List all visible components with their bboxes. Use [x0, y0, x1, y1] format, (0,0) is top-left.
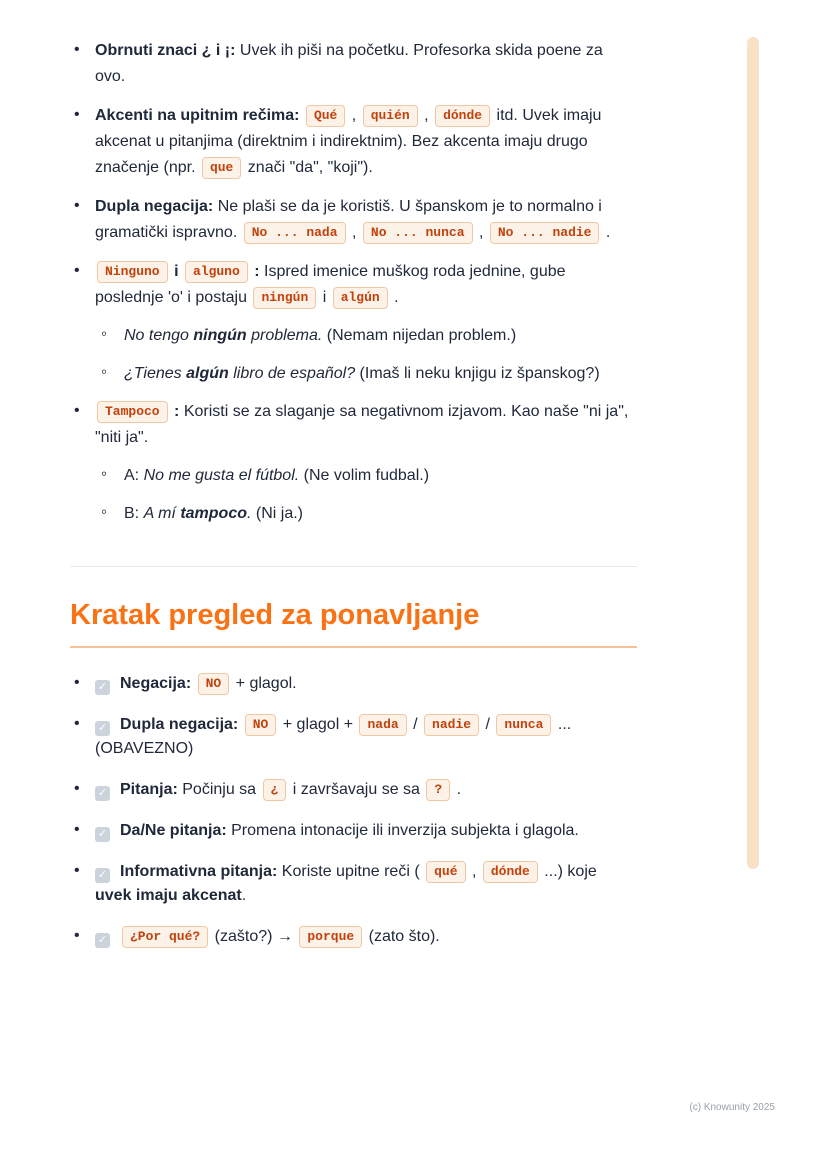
- checklist-item: [70, 672, 637, 696]
- text-segment: ,: [347, 107, 361, 124]
- code-tag: nadie: [424, 714, 479, 736]
- sub-list: [95, 323, 637, 386]
- code-tag: algún: [333, 287, 388, 309]
- code-tag: No ... nada: [244, 222, 346, 244]
- section-divider: [70, 566, 637, 567]
- note-item: [70, 399, 637, 526]
- text-segment: [300, 107, 304, 124]
- checklist-text: [120, 675, 297, 692]
- sub-item: [97, 361, 637, 386]
- text-segment: .: [452, 781, 462, 798]
- code-tag: Tampoco: [97, 401, 168, 423]
- copyright-footer: (c) Knowunity 2025: [689, 1102, 775, 1113]
- checklist-item: [70, 713, 637, 761]
- code-tag: que: [202, 157, 241, 179]
- text-segment: Ispred imenice muškog roda jednine, gube poslednje 'o' i postaju: [95, 263, 566, 306]
- text-segment: (Imaš li neku knjigu iz španskog?): [355, 365, 600, 382]
- text-segment: .: [246, 505, 252, 522]
- code-tag: ningún: [253, 287, 316, 309]
- note-text: [95, 403, 628, 446]
- bullet-icon: •: [74, 780, 80, 797]
- checkbox-checked-icon[interactable]: ✓: [95, 786, 110, 801]
- text-segment: A mí: [143, 505, 181, 522]
- text-segment: ,: [419, 107, 434, 124]
- text-segment: :: [249, 263, 260, 280]
- text-segment: (zato što).: [364, 928, 440, 945]
- checkbox-checked-icon[interactable]: ✓: [95, 868, 110, 883]
- text-segment: Dupla negacija:: [120, 716, 239, 733]
- circle-bullet-icon: ◦: [101, 362, 108, 381]
- checklist-text: [120, 822, 579, 839]
- text-segment: problema.: [246, 327, 323, 344]
- text-segment: /: [408, 716, 423, 733]
- code-tag: nada: [359, 714, 406, 736]
- note-text: [95, 42, 603, 85]
- code-tag: ¿: [263, 779, 287, 801]
- text-segment: Pitanja:: [120, 781, 178, 798]
- text-segment: i: [318, 289, 331, 306]
- page-edge-stripe: [747, 37, 759, 869]
- code-tag: dónde: [483, 861, 538, 883]
- text-segment: ,: [474, 224, 488, 241]
- code-tag: NO: [198, 673, 230, 695]
- code-tag: No ... nadie: [490, 222, 600, 244]
- text-segment: .: [389, 289, 399, 306]
- code-tag: Ninguno: [97, 261, 168, 283]
- bullet-icon: •: [74, 674, 80, 691]
- text-segment: Promena intonacije ili inverzija subjekta i glagola.: [226, 822, 579, 839]
- bullet-icon: •: [74, 41, 80, 58]
- bullet-icon: •: [74, 262, 80, 279]
- text-segment: Počinju sa: [177, 781, 261, 798]
- text-segment: Uvek ih piši na početku. Profesorka skida poene za ovo.: [95, 42, 603, 85]
- checklist-item: [70, 860, 637, 908]
- text-segment: znači "da", "koji").: [243, 159, 373, 176]
- code-tag: quién: [363, 105, 418, 127]
- text-segment: tampoco: [180, 505, 247, 522]
- text-segment: .: [241, 887, 247, 904]
- text-segment: Obrnuti znaci ¿ i ¡:: [95, 42, 236, 59]
- code-tag: nunca: [496, 714, 551, 736]
- text-segment: No me gusta el fútbol.: [143, 467, 300, 484]
- code-tag: qué: [426, 861, 465, 883]
- note-text: [95, 263, 566, 306]
- text-segment: B:: [124, 505, 144, 522]
- text-segment: uvek imaju akcenat: [95, 887, 242, 904]
- text-segment: ¿Tienes: [124, 365, 187, 382]
- note-item: [70, 259, 637, 386]
- sub-text: [124, 327, 516, 344]
- code-tag: dónde: [435, 105, 490, 127]
- bullet-icon: •: [74, 927, 80, 944]
- checkbox-checked-icon[interactable]: ✓: [95, 721, 110, 736]
- code-tag: ¿Por qué?: [122, 926, 208, 948]
- checklist-text: [120, 928, 440, 945]
- text-segment: (zašto?) →: [210, 928, 298, 945]
- text-segment: i završavaju se sa: [288, 781, 425, 798]
- checklist-item: [70, 819, 637, 843]
- code-tag: Qué: [306, 105, 345, 127]
- note-item: [70, 103, 637, 181]
- checkbox-checked-icon[interactable]: ✓: [95, 933, 110, 948]
- bullet-icon: •: [74, 402, 80, 419]
- text-segment: A:: [124, 467, 144, 484]
- text-segment: + glagol.: [231, 675, 297, 692]
- circle-bullet-icon: ◦: [101, 464, 108, 483]
- note-text: [95, 198, 610, 241]
- sub-item: [97, 323, 637, 348]
- bullet-icon: •: [74, 106, 80, 123]
- text-segment: algún: [186, 365, 229, 382]
- notes-list: [70, 38, 637, 526]
- text-segment: (Ne volim fudbal.): [299, 467, 430, 484]
- sub-text: [124, 467, 429, 484]
- bullet-icon: •: [74, 821, 80, 838]
- sub-item: [97, 463, 637, 488]
- text-segment: Dupla negacija:: [95, 198, 214, 215]
- heading-underline: [70, 646, 637, 648]
- text-segment: libro de español?: [228, 365, 356, 382]
- text-segment: Informativna pitanja:: [120, 863, 278, 880]
- code-tag: ?: [426, 779, 450, 801]
- text-segment: .: [601, 224, 611, 241]
- text-segment: + glagol +: [278, 716, 358, 733]
- text-segment: itd. Uvek imaju akcenat u pitanjima (direktnim i indirektnim). Bez akcenta imaju drugo značenje (npr.: [95, 107, 602, 176]
- text-segment: ,: [347, 224, 361, 241]
- section-heading: Kratak pregled za ponavljanje: [70, 599, 480, 631]
- text-segment: ...: [553, 716, 572, 733]
- code-tag: porque: [299, 926, 362, 948]
- text-segment: Da/Ne pitanja:: [120, 822, 227, 839]
- checkbox-checked-icon[interactable]: ✓: [95, 827, 110, 842]
- text-segment: (Nemam nijedan problem.): [322, 327, 517, 344]
- checklist-text: [95, 716, 571, 757]
- text-segment: :: [169, 403, 180, 420]
- text-segment: (OBAVEZNO): [95, 740, 194, 757]
- circle-bullet-icon: ◦: [101, 324, 108, 343]
- sub-text: [124, 505, 303, 522]
- text-segment: No tengo: [124, 327, 194, 344]
- text-segment: Koristi se za slaganje sa negativnom izjavom. Kao naše "ni ja", "niti ja".: [95, 403, 629, 446]
- text-segment: ,: [467, 863, 481, 880]
- text-segment: [179, 263, 183, 280]
- checklist-text: [120, 781, 461, 798]
- bullet-icon: •: [74, 197, 80, 214]
- text-segment: ...) koje: [539, 863, 597, 880]
- text-segment: Ne plaši se da je koristiš. U španskom je to normalno i gramatički ispravno.: [95, 198, 602, 241]
- text-segment: Negacija:: [120, 675, 192, 692]
- code-tag: alguno: [185, 261, 248, 283]
- text-segment: [191, 675, 195, 692]
- text-segment: [238, 716, 242, 733]
- checklist-item: [70, 778, 637, 802]
- text-segment: ningún: [193, 327, 247, 344]
- sub-item: [97, 501, 637, 526]
- text-segment: Akcenti na upitnim rečima:: [95, 107, 300, 124]
- text-segment: i: [174, 263, 179, 280]
- text-segment: Koriste upitne reči (: [277, 863, 425, 880]
- sub-text: [124, 365, 600, 382]
- checklist-text: [95, 863, 597, 904]
- sub-list: [95, 463, 637, 526]
- checkbox-checked-icon[interactable]: ✓: [95, 680, 110, 695]
- checklist: [70, 672, 637, 949]
- text-segment: (Ni ja.): [251, 505, 303, 522]
- bullet-icon: •: [74, 715, 80, 732]
- checklist-item: [70, 925, 637, 949]
- code-tag: NO: [245, 714, 277, 736]
- note-item: [70, 194, 637, 246]
- bullet-icon: •: [74, 862, 80, 879]
- note-item: [70, 38, 637, 90]
- note-text: [95, 107, 601, 176]
- code-tag: No ... nunca: [363, 222, 473, 244]
- content-area: [70, 38, 637, 966]
- text-segment: /: [481, 716, 495, 733]
- circle-bullet-icon: ◦: [101, 502, 108, 521]
